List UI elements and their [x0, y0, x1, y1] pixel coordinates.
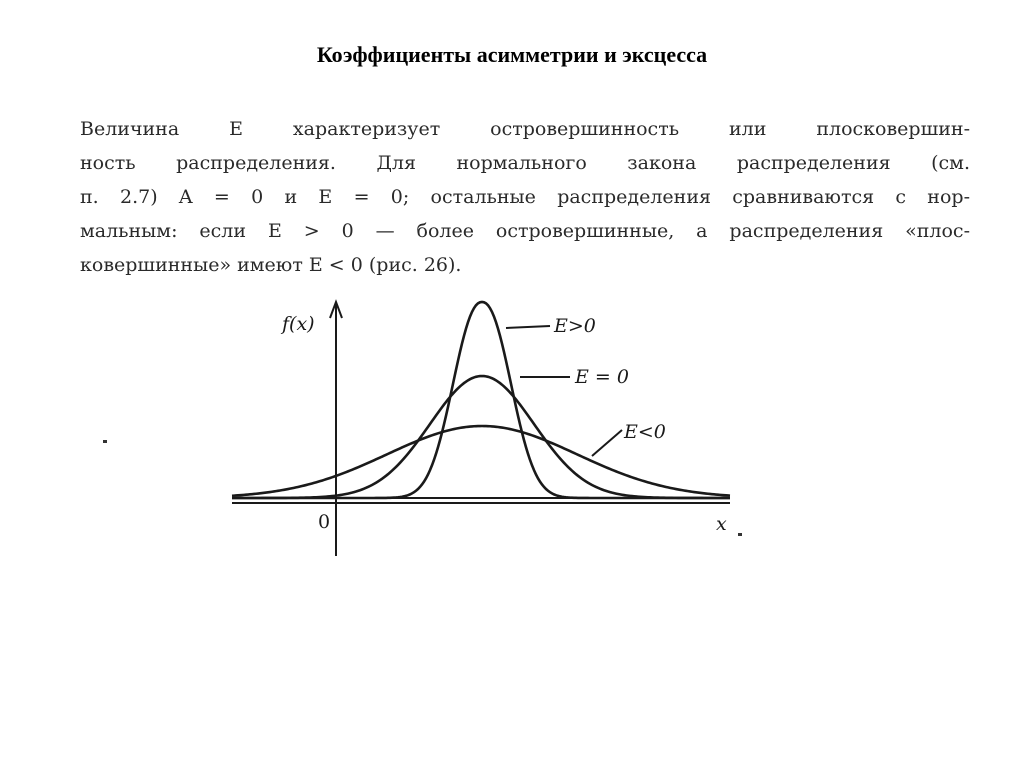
x-axis-label: x [716, 513, 727, 535]
origin-label: 0 [318, 511, 331, 533]
kurtosis-plot [220, 298, 760, 568]
paragraph-line: мальным: если E > 0 — более островершинные, а распределения «плос- [80, 220, 970, 242]
paragraph-line: ковершинные» имеют E < 0 (рис. 26). [80, 254, 462, 276]
leader-e-positive [506, 326, 550, 328]
slide-title: Коэффициенты асимметрии и эксцесса [316, 42, 708, 67]
label-e-positive: E>0 [554, 315, 596, 337]
paragraph-line: ность распределения. Для нормального закона распределения (см. [80, 152, 970, 174]
y-axis-label: f(x) [282, 313, 315, 335]
scan-speck [103, 440, 107, 443]
paragraph-line: Величина E характеризует островершинность или плосковершин- [80, 118, 970, 140]
label-e-zero: E = 0 [575, 366, 629, 388]
scan-speck [738, 533, 742, 536]
leader-e-negative [592, 430, 622, 456]
label-e-negative: E<0 [624, 421, 666, 443]
kurtosis-figure [220, 298, 760, 568]
paragraph [80, 112, 970, 282]
paragraph-line: п. 2.7) A = 0 и E = 0; остальные распределения сравниваются с нор- [80, 186, 970, 208]
